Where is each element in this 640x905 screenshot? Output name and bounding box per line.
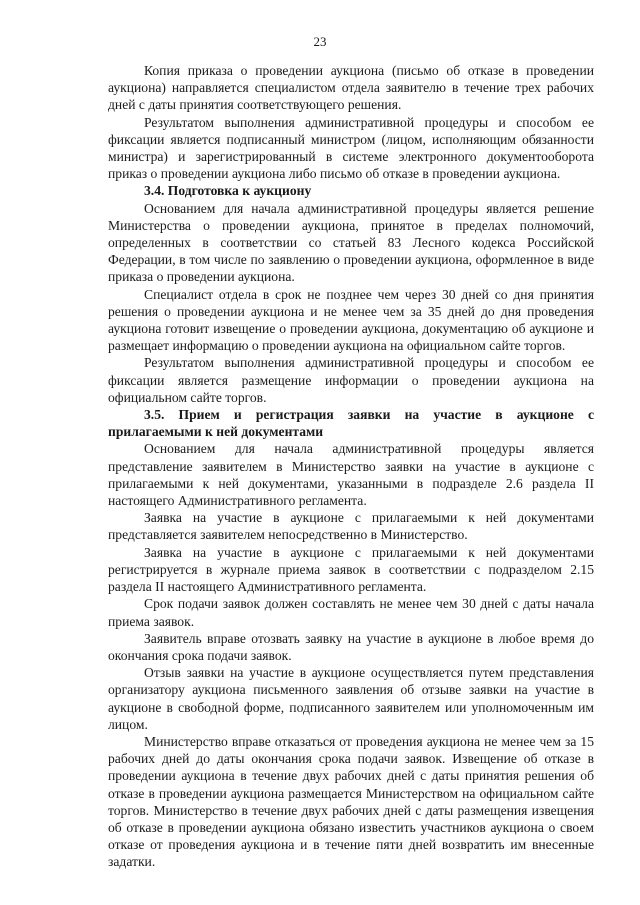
document-body: [108, 62, 594, 871]
paragraph: Основанием для начала административной процедуры является решение Министерства о проведении аукциона, принятое в пределах полномочий, определенных в соответствии со статьей 83 Лесного кодекса Российской Федерации, в том числе по заявлению о проведении аукциона, оформленное в виде приказа о проведении аукциона.: [108, 200, 594, 285]
paragraph: Результатом выполнения административной процедуры и способом ее фиксации является подписанный министром (лицом, исполняющим обязанности министра) и зарегистрированный в системе электронного документооборота приказ о проведении аукциона либо письмо об отказе в проведении аукциона.: [108, 114, 594, 182]
section-heading: 3.5. Прием и регистрация заявки на участие в аукционе с прилагаемыми к ней документами: [108, 407, 594, 440]
paragraph: Заявка на участие в аукционе с прилагаемыми к ней документами представляется заявителем непосредственно в Министерство.: [108, 510, 594, 543]
paragraph: Копия приказа о проведении аукциона (письмо об отказе в проведении аукциона) направляется специалистом отдела заявителю в течение трех рабочих дней с даты принятия соответствующего решения.: [108, 63, 594, 113]
paragraph: Заявка на участие в аукционе с прилагаемыми к ней документами регистрируется в журнале приема заявок в соответствии с подразделом 2.15 раздела II настоящего Административного регламента.: [108, 544, 594, 595]
paragraph: Срок подачи заявок должен составлять не менее чем 30 дней с даты начала приема заявок.: [108, 596, 594, 629]
paragraph: Результатом выполнения административной процедуры и способом ее фиксации является размещение информации о проведении аукциона на официальном сайте торгов.: [108, 355, 594, 405]
page-number: 23: [313, 34, 327, 49]
paragraph: Основанием для начала административной процедуры является представление заявителем в Министерство заявки на участие в аукционе с прилагаемыми к ней документами, указанными в подразделе 2.6 раздела II настоящего Административного регламента.: [108, 441, 594, 509]
paragraph: Специалист отдела в срок не позднее чем через 30 дней со дня принятия решения о проведении аукциона и не менее чем за 35 дней до дня проведения аукциона готовит извещение о проведении аукциона, документацию об аукционе и размещает информацию о проведении аукциона на официальном сайте торгов.: [108, 286, 594, 354]
paragraph: Отзыв заявки на участие в аукционе осуществляется путем представления организатору аукциона письменного заявления об отзыве заявки на участие в аукционе в свободной форме, подписанного заявителем или уполномоченным им лицом.: [108, 665, 594, 732]
paragraph: Министерство вправе отказаться от проведения аукциона не менее чем за 15 рабочих дней до даты окончания срока подачи заявок. Извещение об отказе в проведении аукциона в течение двух рабочих дней с даты принятия решения об отказе в проведении аукциона размещается Министерством на официальном сайте торгов. Министерство в течение двух рабочих дней с даты размещения извещения об отказе в проведении аукциона обязано известить участников аукциона о своем отказе от проведения аукциона и в течение пяти дней возвратить им внесенные задатки.: [108, 733, 594, 870]
section-heading: 3.4. Подготовка к аукциону: [144, 183, 312, 199]
paragraph: Заявитель вправе отозвать заявку на участие в аукционе в любое время до окончания срока подачи заявок.: [108, 630, 594, 663]
